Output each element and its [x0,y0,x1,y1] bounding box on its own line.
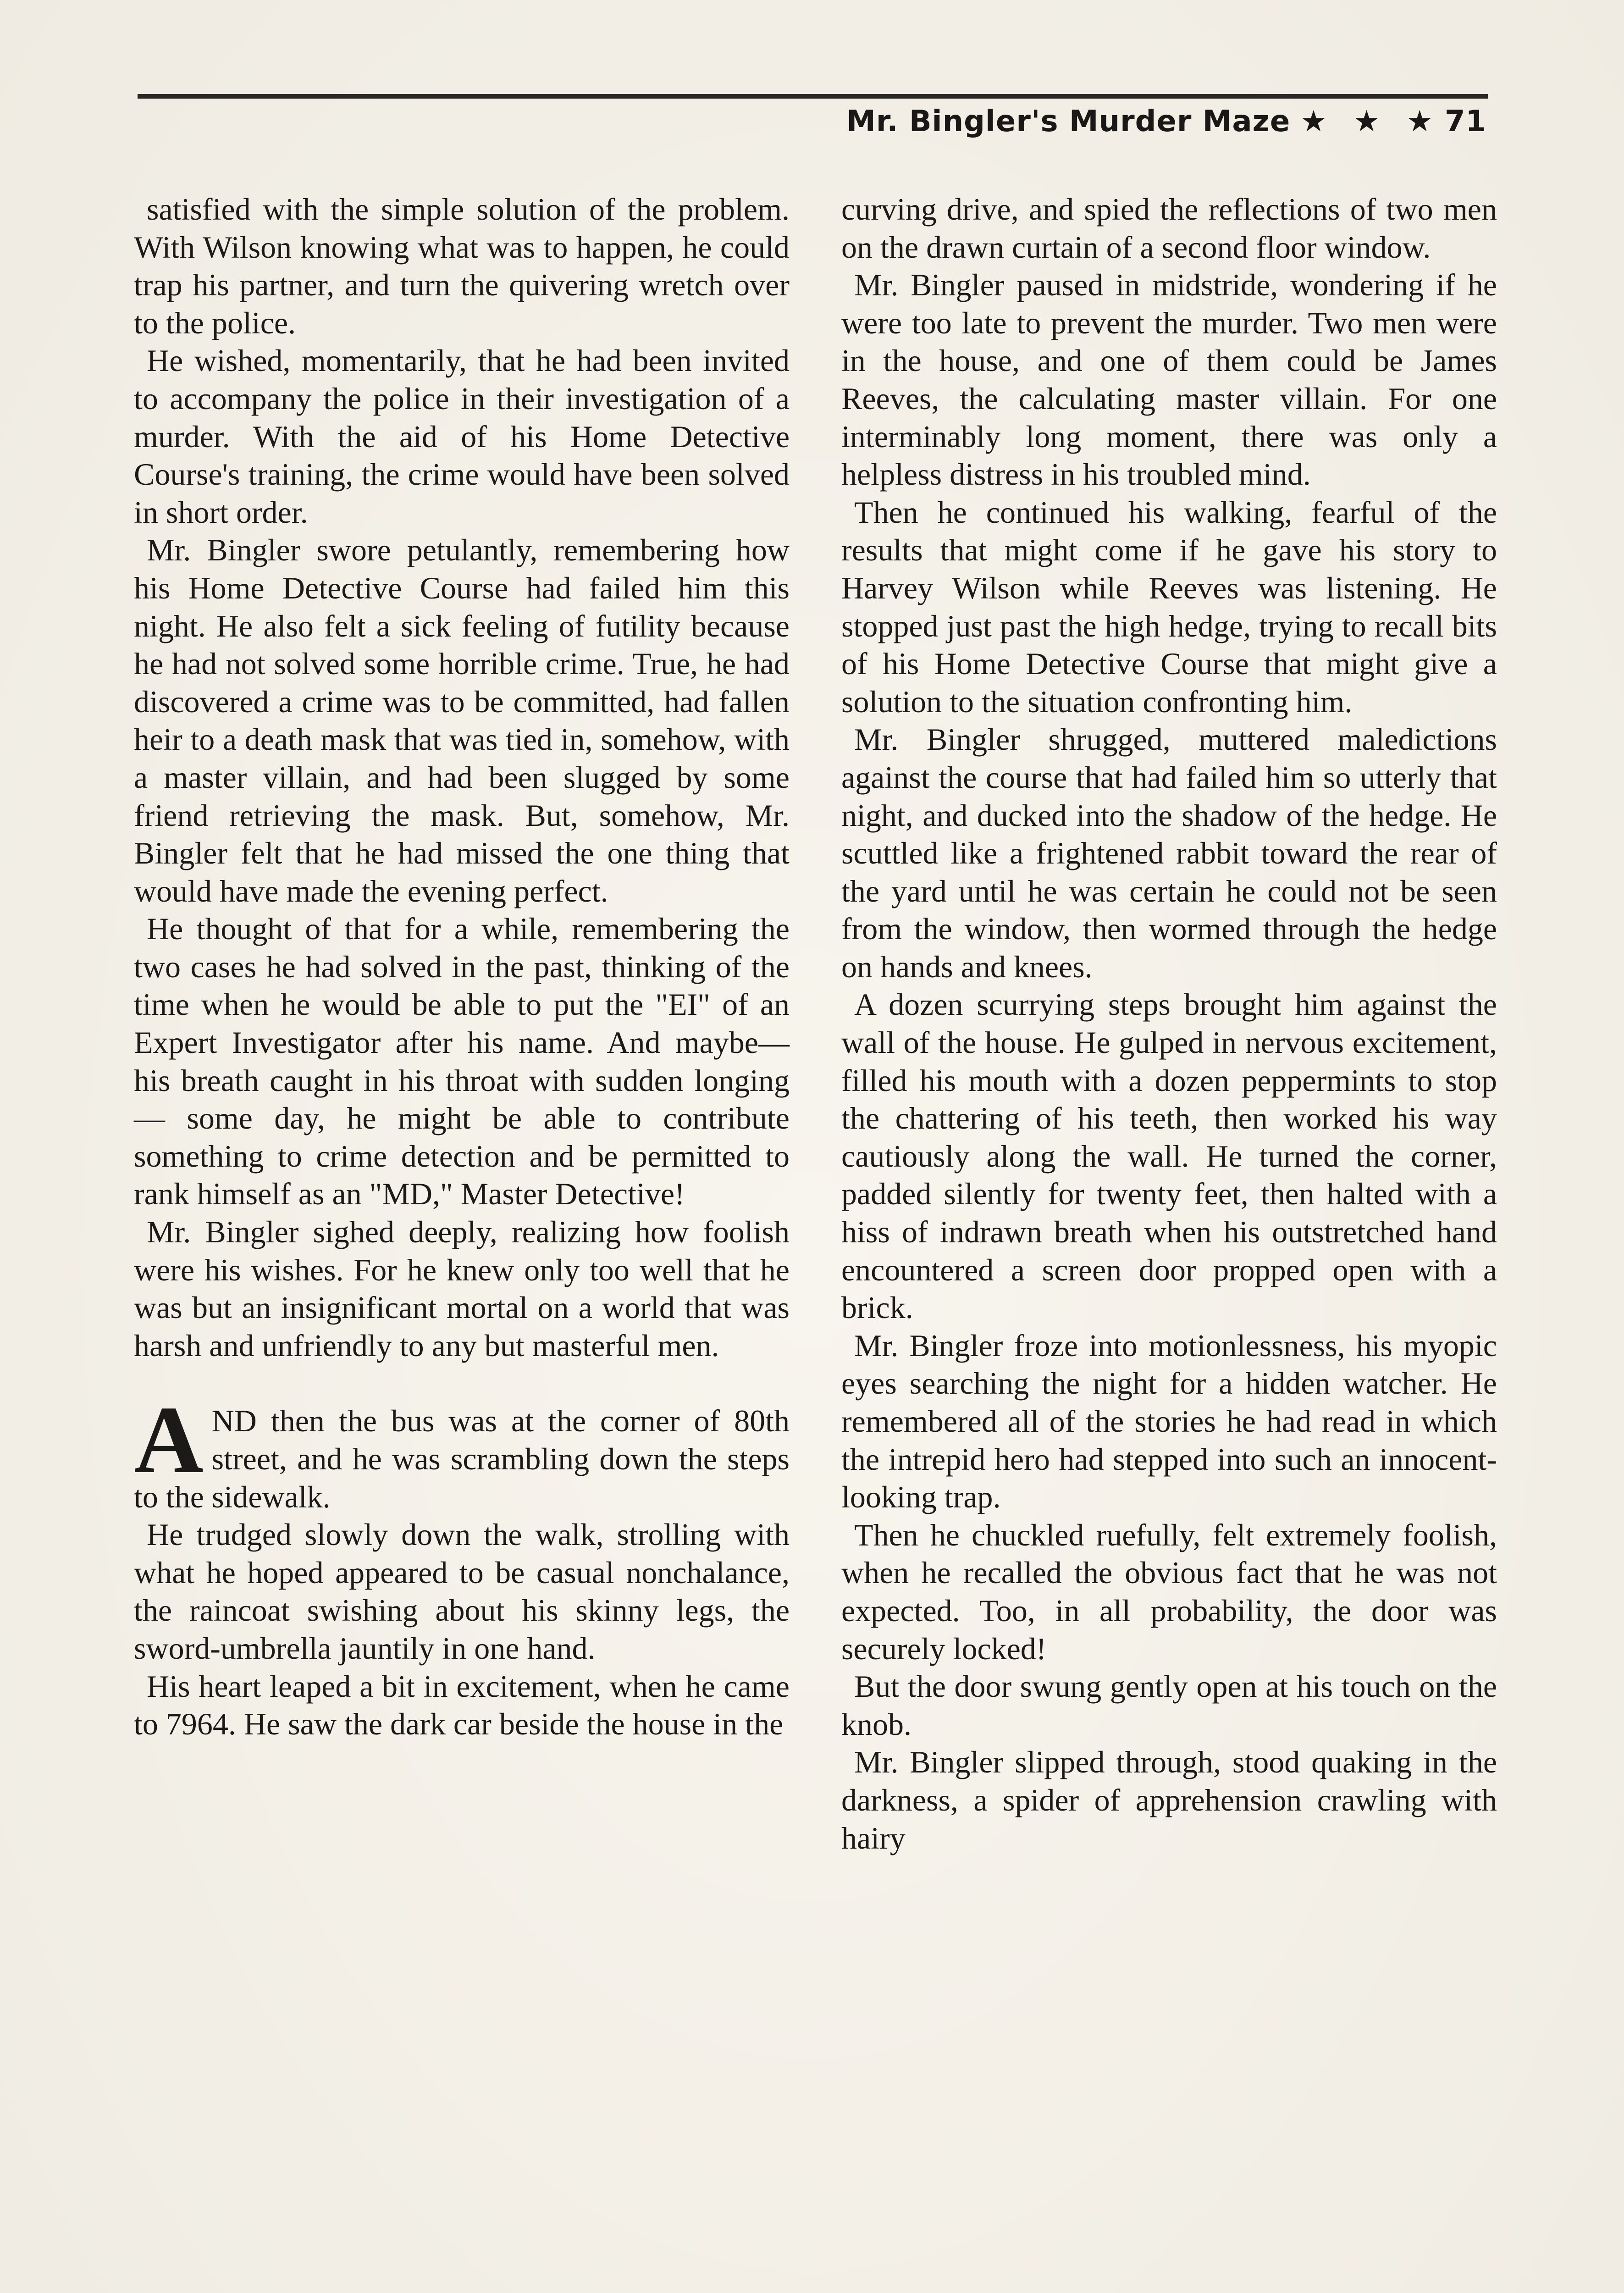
paragraph: satisfied with the simple solution of the problem. With Wilson knowing what was to happen, he could trap his partner, and turn the quivering wretch over to the police. [134,192,790,340]
paragraph: Mr. Bingler slipped through, stood quaking in the darkness, a spider of apprehension crawling with hairy [841,1745,1497,1855]
paragraph: Then he continued his walking, fearful of the results that might come if he gave his story to Harvey Wilson while Reeves was listening. He stopped just past the high hedge, trying to recall bits of his Home Detective Course that might give a solution to the situation confronting him. [841,494,1497,719]
running-header [846,105,1486,138]
paragraph: Mr. Bingler paused in midstride, wondering if he were too late to prevent the murder. Two men were in the house, and one of them could be James Reeves, the calculating master villain. For one interminably long moment, there was only a helpless distress in his troubled mind. [841,267,1497,492]
paragraph: Mr. Bingler sighed deeply, realizing how foolish were his wishes. For he knew only too well that he was but an insignificant mortal on a world that was harsh and unfriendly to any but masterful men. [134,1214,790,1363]
paragraph: But the door swung gently open at his touch on the knob. [841,1669,1497,1742]
header-stars: ★ ★ ★ [1300,105,1441,138]
paragraph: Mr. Bingler swore petulantly, remembering how his Home Detective Course had failed him this night. He also felt a sick feeling of futility because he had not solved some horrible crime. True, he had discovered a crime was to be committed, had fallen heir to a death mask that was tied in, somehow, with a master villain, and had been slugged by some friend retrieving the mask. But, somehow, Mr. Bingler felt that he had missed the one thing that would have made the evening perfect. [134,532,790,908]
paragraph: He trudged slowly down the walk, strolling with what he hoped appeared to be casual nonchalance, the raincoat swishing about his skinny legs, the sword-umbrella jauntily in one hand. [134,1517,790,1666]
paragraph: curving drive, and spied the reflections of two men on the drawn curtain of a second floor window. [841,192,1497,265]
dropcap-letter: A [134,1387,204,1494]
paragraph: His heart leaped a bit in excitement, when he came to 7964. He saw the dark car beside the house in the [134,1668,790,1742]
header-title: Mr. Bingler's Murder Maze [846,105,1291,138]
paragraph: Then he chuckled ruefully, felt extremely foolish, when he recalled the obvious fact that he was not expected. Too, in all probability, the door was securely locked! [841,1517,1497,1666]
dropcap-paragraph-text: ND then the bus was at the corner of 80th street, and he was scrambling down the steps to the sidewalk. [134,1403,790,1514]
paragraph: Mr. Bingler shrugged, muttered maledictions against the course that had failed him so utterly that night, and ducked into the shadow of the hedge. He scuttled like a frightened rabbit toward the rear of the yard until he was certain he could not be seen from the window, then wormed through the hedge on hands and knees. [841,722,1497,984]
dropcap-paragraph [134,1387,790,1516]
left-column [134,190,790,1743]
right-column [841,190,1497,1857]
paragraph: He thought of that for a while, remembering the two cases he had solved in the past, thinking of the time when he would be able to put the "EI" of an Expert Investigator after his name. And maybe— his breath caught in his throat with sudden longing — some day, he might be able to contribute something to crime detection and be permitted to rank himself as an "MD," Master Detective! [134,911,790,1212]
paragraph: Mr. Bingler froze into motionlessness, his myopic eyes searching the night for a hidden watcher. He remembered all of the stories he had read in which the intrepid hero had stepped into such an innocent-looking trap. [841,1328,1497,1515]
header-rule [138,94,1488,99]
paragraph: He wished, momentarily, that he had been invited to accompany the police in their investigation of a murder. With the aid of his Home Detective Course's training, the crime would have been solved in short order. [134,343,790,530]
paragraph: A dozen scurrying steps brought him against the wall of the house. He gulped in nervous excitement, filled his mouth with a dozen peppermints to stop the chattering of his teeth, then worked his way cautiously along the wall. He turned the corner, padded silently for twenty feet, then halted with a hiss of indrawn breath when his outstretched hand encountered a screen door propped open with a brick. [841,987,1497,1325]
page-number: 71 [1444,105,1486,138]
